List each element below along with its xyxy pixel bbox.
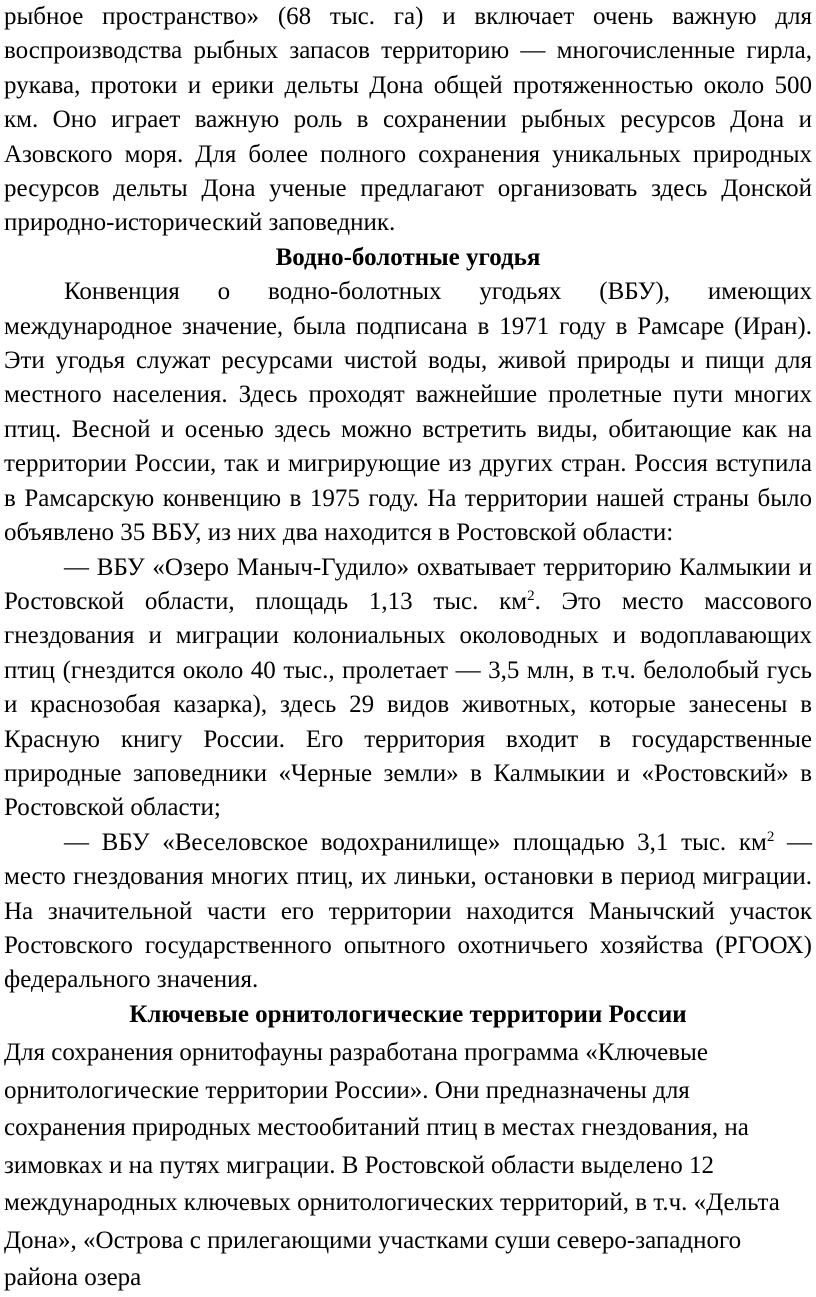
veselovskoe-superscript: 2 — [766, 828, 775, 845]
paragraph-key-ornithological-territories: Для сохранения орнитофауны разработана программа «Ключевые орнитологические территории России». Они предназначены для сохранения природных местообитаний птиц в местах гнездования, на зимовках и на путях миграции. В Ростовской области выделено 12 международных ключевых орнитологических территорий, в т.ч. «Дельта Дона», «Острова с прилегающими участками суши северо-западного района озера — [4, 1039, 780, 1292]
heading-key-ornithological-territories: Ключевые орнитологические территории России — [129, 1000, 687, 1028]
paragraph-intro: рыбное пространство» (68 тыс. га) и включает очень важную для воспроизводства рыбных запасов территорию — многочисленные гирла, рукава, протоки и ерики дельты Дона общей протяженностью около 500 км. Оно играет важную роль в сохранении рыбных ресурсов Дона и Азовского моря. Для более полного сохранения уникальных природных ресурсов дельты Дона ученые предлагают организовать здесь Донской природно-исторический заповедник. — [4, 3, 812, 237]
veselovskoe-text-start: — ВБУ «Веселовское водохранилище» площадью 3,1 тыс. км — [64, 828, 767, 856]
veselovskoe-text-end: — место гнездования многих птиц, их линьки, остановки в период миграции. На значительной части его территории находится Манычский участок Ростовского государственного опытного охотничьего хозяйства (РГООХ) федерального значения. — [4, 828, 813, 994]
paragraph-convention: Конвенция о водно-болотных угодьях (ВБУ), имеющих международное значение, была подписана в 1971 году в Рамсаре (Иран). Эти угодья служат ресурсами чистой воды, живой природы и пищи для местного населения. Здесь проходят важнейшие пролетные пути многих птиц. Весной и осенью здесь можно встретить виды, обитающие как на территории России, так и мигрирующие из других стран. Россия вступила в Рамсарскую конвенцию в 1975 году. На территории нашей страны было объявлено 35 ВБУ, из них два находится в Ростовской области: — [4, 278, 812, 547]
paragraph-manych-gudilo — [4, 551, 812, 826]
manych-superscript: 2 — [527, 587, 535, 604]
heading-wetlands: Водно-болотные угодья — [275, 243, 541, 271]
paragraph-veselovskoe — [4, 826, 812, 998]
manych-text-start: — ВБУ «Озеро Маныч-Гудило» охватывает территорию Калмыкии и Ростовской области, площадь 1,13 тыс. км — [4, 553, 812, 615]
manych-text-end: . Это место массового гнездования и миграции колониальных околоводных и водоплавающих птиц (гнездится около 40 тыс., пролетает — 3,5 млн, в т.ч. белолобый гусь и краснозобая казарка), здесь 29 видов животных, которые занесены в Красную книгу России. Его территория входит в государственные природные заповедники «Черные земли» в Калмыкии и «Ростовский» в Ростовской области; — [4, 587, 812, 822]
